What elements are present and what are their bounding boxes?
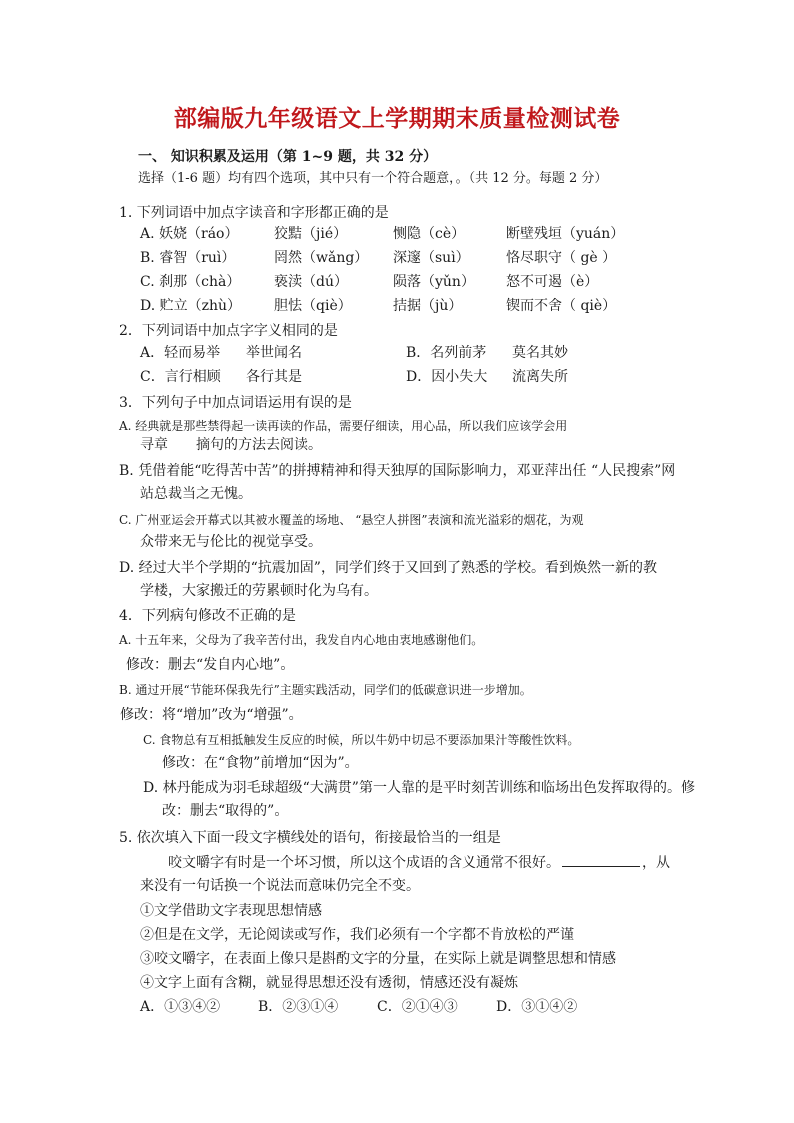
section-instruction: 选择（1-6 题）均有四个选项，其中只有一个符合题意，。（共 12 分。每题 2 分）: [138, 171, 608, 186]
q3-stem: 3．下列句子中加点词语运用有误的是: [119, 395, 352, 411]
q1-stem: 1. 下列词语中加点字读音和字形都正确的是: [119, 205, 389, 221]
q2-stem: 2．下列词语中加点字字义相同的是: [119, 323, 338, 339]
q1-row-d-col3: 拮据（jù）: [393, 298, 463, 314]
q1-row-c-col1: C. 刹那（chà）: [140, 274, 241, 290]
q4-option-c-fix: 修改：在“食物”前增加“因为”。: [162, 755, 359, 771]
q1-row-c-col2: 亵渎（dú）: [274, 274, 348, 290]
q2-option-a: A．轻而易举: [140, 345, 221, 361]
q5-passage-text: 咬文嚼字有时是一个坏习惯，所以这个成语的含义通常不很好。: [168, 855, 560, 871]
page-title: 部编版九年级语文上学期期末质量检测试卷: [173, 105, 621, 132]
q5-passage-line1: [168, 853, 670, 872]
q2-option-a-word2: 举世闻名: [246, 345, 302, 361]
q5-sentence-3: ③咬文嚼字，在表面上像只是斟酌文字的分量，在实际上就是调整思想和情感: [140, 951, 616, 967]
q1-row-a-col1: A. 妖娆（ráo）: [140, 226, 239, 242]
q4-option-c: C. 食物总有互相抵触发生反应的时候，所以牛奶中切忌不要添加果汁等酸性饮料。: [143, 733, 580, 747]
q4-option-d-line1: D. 林丹能成为羽毛球超级“大满贯”第一人靠的是平时刻苦训练和临场出色发挥取得的。修: [143, 780, 695, 796]
q2-option-d-word2: 流离失所: [512, 369, 568, 385]
q3-option-b-line2: 站总裁当之无愧。: [140, 486, 252, 502]
q5-sentence-1: ①文学借助文字表现思想情感: [140, 903, 322, 919]
q4-option-d-line2: 改：删去“取得的”。: [162, 803, 289, 819]
q5-passage-line2: 来没有一句话换一个说法而意味仍完全不变。: [140, 878, 420, 894]
q2-option-d: D．因小失大: [406, 369, 488, 385]
q2-option-b: B．名列前茅: [406, 345, 487, 361]
q5-choice-d: D．③①④②: [496, 999, 578, 1015]
q3-option-c-line2: 众带来无与伦比的视觉享受。: [140, 534, 322, 550]
q4-stem: 4．下列病句修改不正确的是: [119, 608, 296, 624]
q3-option-d-line1: D. 经过大半个学期的“抗震加固”，同学们终于又回到了熟悉的学校。看到焕然一新的教: [119, 560, 657, 576]
q1-row-a-col2: 狡黠（jié）: [274, 226, 348, 242]
q1-row-b-col3: 深邃（suì）: [393, 250, 470, 266]
q4-option-b: B. 通过开展“节能环保我先行”主题实践活动，同学们的低碳意识进一步增加。: [119, 683, 532, 697]
q5-choice-b: B．②③①④: [258, 999, 339, 1015]
q1-row-c-col4: 怒不可遏（è）: [506, 274, 599, 290]
q2-option-c: C．言行相顾: [140, 369, 221, 385]
q5-sentence-2: ②但是在文学，无论阅读或写作，我们必须有一个字都不肯放松的严谨: [140, 927, 574, 943]
q3-option-a-line1: A. 经典就是那些禁得起一读再读的作品，需要仔细读，用心品，所以我们应该学会用: [119, 419, 568, 433]
q5-choice-a: A．①③④②: [140, 999, 221, 1015]
q1-row-b-col1: B. 睿智（ruì）: [140, 250, 236, 266]
q3-option-b-line1: B. 凭借着能“吃得苦中苦”的拼搏精神和得天独厚的国际影响力，邓亚萍出任 “人民搜索”网: [119, 463, 676, 479]
q1-row-c-col3: 陨落（yǔn）: [393, 274, 475, 290]
q1-row-a-col3: 恻隐（cè）: [393, 226, 466, 242]
q1-row-d-col2: 胆怯（qiè）: [274, 298, 352, 314]
q1-row-b-col4: 恪尽职守（ gè ）: [506, 250, 617, 266]
q5-answer-blank: [562, 853, 640, 867]
q1-row-a-col4: 断壁残垣（yuán）: [506, 226, 625, 242]
q5-choice-c: C．②①④③: [377, 999, 458, 1015]
q1-row-b-col2: 罔然（wǎng）: [274, 250, 369, 266]
q5-passage-cont: ，从: [642, 855, 670, 871]
q2-option-c-word2: 各行其是: [246, 369, 302, 385]
q1-row-d-col1: D. 贮立（zhù）: [140, 298, 242, 314]
section-heading: 一、 知识积累及运用（第 1~9 题，共 32 分）: [138, 149, 438, 165]
q1-row-d-col4: 锲而不舍（ qiè）: [506, 298, 617, 314]
q5-sentence-4: ④文字上面有含糊，就显得思想还没有透彻，情感还没有凝炼: [140, 975, 518, 991]
q4-option-a-fix: 修改：删去“发自内心地”。: [126, 657, 295, 673]
q3-option-c-line1: C. 广州亚运会开幕式以其被水覆盖的场地、 “悬空人拼图”表演和流光溢彩的烟花，为观: [119, 513, 584, 527]
q4-option-a: A. 十五年来，父母为了我辛苦付出，我发自内心地由衷地感谢他们。: [119, 633, 484, 647]
q4-option-b-fix: 修改：将“增加”改为“增强”。: [120, 707, 303, 723]
q3-option-a-line2: 寻章 摘句的方法去阅读。: [140, 437, 322, 453]
q5-stem: 5. 依次填入下面一段文字横线处的语句，衔接最恰当的一组是: [119, 830, 501, 846]
q2-option-b-word2: 莫名其妙: [512, 345, 568, 361]
q3-option-d-line2: 学楼，大家搬迁的劳累顿时化为乌有。: [140, 583, 378, 599]
